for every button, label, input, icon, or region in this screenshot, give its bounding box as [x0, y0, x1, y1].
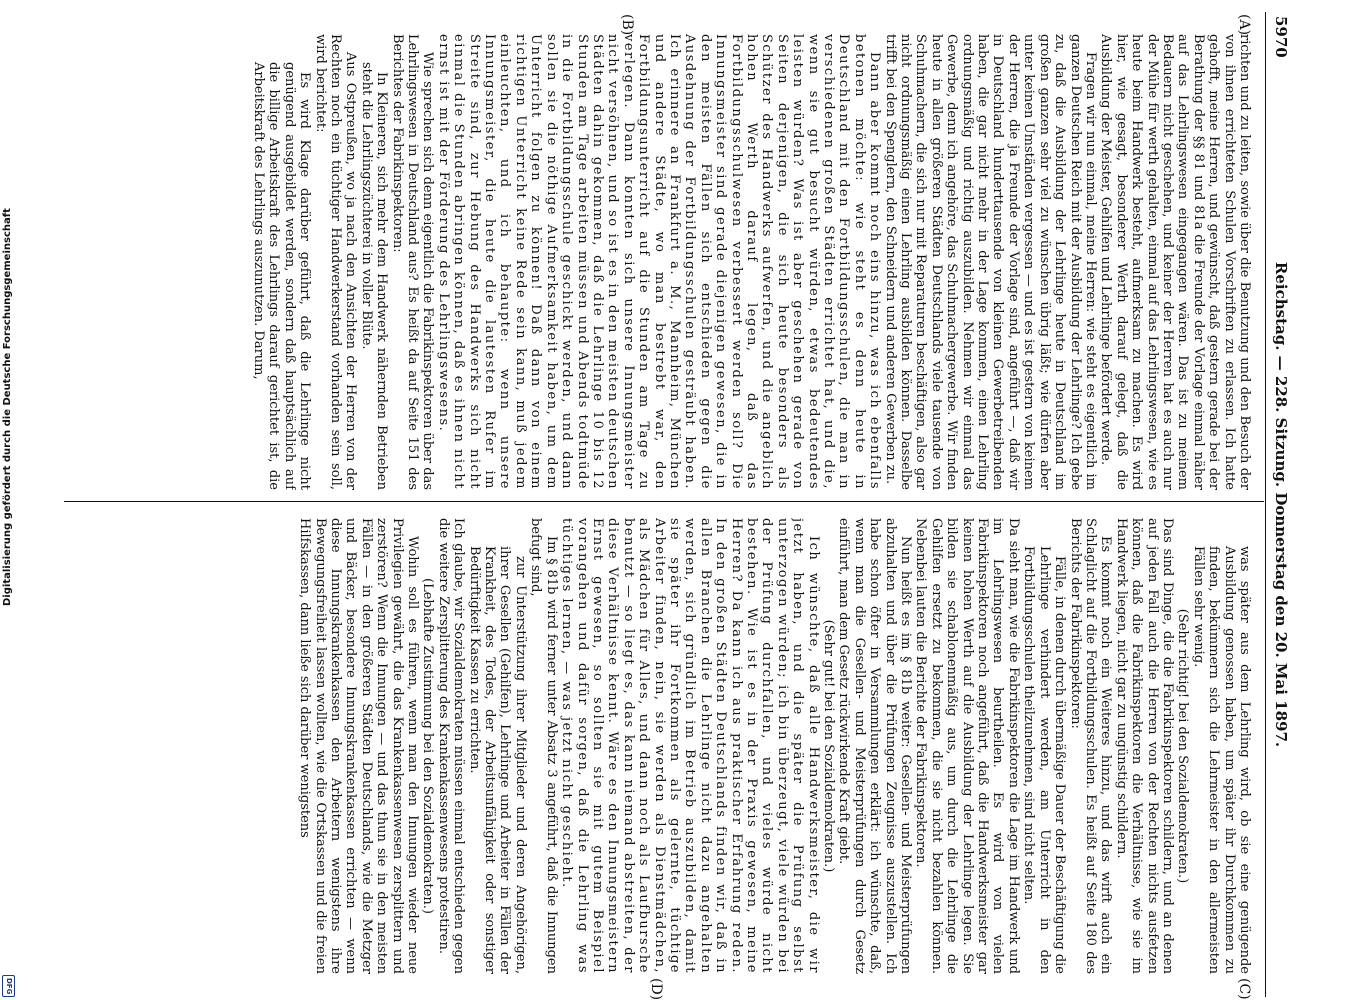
margin-marker-b: (B)	[619, 14, 635, 36]
margin-marker-c: (C)	[1236, 978, 1252, 1000]
right-column-paragraph: (Lebhafte Zustimmung bei den Sozialdemokraten.)	[420, 578, 436, 914]
right-column-paragraph: zur Unterstützung ihrer Mitglieder und deren Angehörigen, ihrer Gesellen (Gehilfen), Lehrlinge und Arbeiter in Fällen der Krankheit, des Todes, der Arbeitsunfähigkeit oder sonstiger Bedürftigkeit Kassen zu errichten.	[466, 546, 528, 974]
margin-marker-a: (A)	[1236, 14, 1252, 36]
header-rule	[1265, 12, 1266, 997]
page-title: Reichstag. — 228. Sitzung. Donnerstag den 20. Mai 1897.	[1272, 261, 1290, 748]
left-column-paragraph: Dann aber kommt noch eins hinzu, was ich ebenfalls betonen möchte: wie steht es denn heute in Deutschland mit den Fortbildungsschulen, die man in verschiedenen großen Städten errichtet hat, und die, wenn sie gut besucht würden, etwas bedeutendes leisten würden? Was ist aber geschehen gerade von Seiten derjenigen, die sich heute besonders als Schützer des Handwerks aufwerfen, und die angeblich hohen Werth darauf legen, daß das Fortbildungsschulwesen verbessert werden soll? Die Innungsmeister sind gerade diejenigen gewesen, die in den meisten Fällen sich entschieden gegen die Ausdehnung der Fortbildungsschulen gesträubt haben. Ich erinnere an Frankfurt a. M., Mannheim, München und andere Städte, wo man bestrebt war, den Fortbildungsunterricht auf die Stunden am Tage zu verlegen. Dann konnten sich unsere Innungsmeister nicht versöhnen, und so ist es in den meisten deutschen Städten dahin gekommen, daß die Lehrlinge 10 bis 12 Stunden am Tage arbeiten müssen und Abends todtmüde in die Fortbildungsschule geschickt werden, und dann sollen sie die nöthige Aufmerksamkeit haben, um dem Unterricht folgen zu können! Daß dann von einem richtigen Unterricht keine Rede sein kann, muß jedem einleuchten, und ich behaupte: wenn unsere Innungsmeister, die heute die lautesten Rufer im Streite sind, zur Hebung des Handwerks sich nicht einmal die Stunden abringen können, daß es ihnen nicht ernst ist mit der Förderung des Lehrlingswesens.	[435, 34, 883, 490]
right-column-paragraph: was später aus dem Lehrling wird, ob sie eine genügende Ausbildung genossen haben, um später ihr Durchkommen zu finden, bekümmern sich die Lehrmeister in den allermeisten Fällen sehr wenig.	[1190, 546, 1252, 974]
right-column-paragraph: (Sehr gut! bei den Sozialdemokraten.)	[821, 619, 837, 873]
right-column-paragraph: Im § 81b wird ferner unter Absatz 3 angeführt, daß die Innungen befugt sind,	[528, 518, 559, 974]
margin-marker-d: (D)	[648, 978, 664, 1000]
left-column-paragraph: In Kleineren, sich mehr dem Handwerk nähernden Betrieben steht die Lehrlingszüchterei in voller Blüte.	[358, 62, 390, 490]
left-column-paragraph: Aus Ostpreußen, wo ja nach den Ansichten der Herren von der Rechten noch ein tüchtiger Handwerkerstand vorhanden sein soll, wird berichtet:	[312, 34, 359, 490]
page-header	[1268, 16, 1290, 993]
right-column-paragraph: Ich glaube, wir Sozialdemokraten müssen einmal entschieden gegen die weitere Zersplitterung des Krankenkassenwesens protestiren.	[435, 518, 467, 974]
right-column-paragraph: Da sieht man, wie die Fabrikinspektoren die Lage im Handwerk und im Lehrlingswesen beurtheilen. Es wird von vielen Fabrikinspektoren noch angeführt, daß die Handwerksmeister gar keinen hohen Werth auf die Ausbildung der Lehrlinge legen. Sie bilden sie schablonenmäßig aus, um durch die Lehrlinge die Gehilfen ersetzt zu bekommen, die sie nicht bezahlen können. Nebenbei lauten die Berichte der Fabrikinspektoren.	[913, 518, 1021, 974]
right-column-paragraph: Es kommt noch ein Weiteres hinzu, und das wirft auch ein Schlaglicht auf die Fortbildungsschulen. Es heißt auf Seite 180 des Berichts der Fabrikinspektoren:	[1067, 518, 1114, 974]
left-column	[62, 34, 1252, 490]
dfg-logo: DFG	[2, 975, 15, 997]
right-column-paragraph: (Sehr richtig! bei den Sozialdemokraten.)	[1175, 608, 1191, 884]
left-column-paragraph: richten und zu leiten, sowie über die Benutzung und den Besuch der von ihnen errichteten Schulen Vorschriften zu erlassen. Ich hatte gehofft, meine Herren, und gewünscht, daß gestern gerade bei der Berathung der §§ 81 und 81a die Freunde der Vorlage einmal näher auf das Lehrlingswesen eingegangen wären. Das ist zu meinem Bedauern nicht geschehen, und keiner der Herren hat es auch nur der Mühe für werth gehalten, einmal auf das Lehrlingswesen, wie es heute beim Handwerk besteht, aufmerksam zu machen. Es wird hier, wie gesagt, besonderer Werth darauf gelegt, daß die Ausbildung der Meister, Gehilfen und Lehrlinge befördert werde.	[1098, 34, 1252, 490]
digitization-credit: Digitalisierung gefördert durch die Deutsche Forschungsgemeinschaft	[2, 208, 13, 606]
right-column	[62, 518, 1252, 974]
left-column-paragraph: Wie sprechen sich denn eigentlich die Fabrikinspektoren über das Lehrlingswesen in Deutschland aus? Es heißt da auf Seite 151 des Berichtes der Fabrikinspektoren:	[389, 34, 436, 490]
left-column-paragraph: Fragen wir nun einmal, meine Herren: wie steht es eigentlich im ganzen Deutschen Reich mit der Ausbildung der Lehrlinge? Ich gebe zu, daß die Ausbildung der Lehrlinge heute in Deutschland im großen ganzen sehr viel zu wünschen übrig läßt; wie dürfen aber unter keinen Umständen vergessen — und es ist gestern von keinem der Herren, die ja Freunde der Vorlage sind, angeführt —, daß wir in Deutschland hunderttausende von kleinen Gewerbetreibenden haben, die gar nicht mehr in der Lage kommen, einen Lehrling ordnungsmäßig und richtig auszubilden. Nehmen wir einmal das Gewerbe, denn ich angehöre, das Schuhmachergewerbe. Wir finden heute in allen größeren Städten Deutschlands viele tausende von Schuhmachern, die sich nur mit Reparaturen beschäftigen, also gar nicht ordnungsmäßig einen Lehrling ausbilden können. Dasselbe trifft bei den Spenglern, den Schneidern und anderen Gewerben zu.	[882, 34, 1098, 490]
right-column-paragraph: Nun heißt es im § 81b weiter: Gesellen- und Meisterprüfungen abzuhalten und über die Prüfungen Zeugnisse auszustellen. Ich habe schon öfter in Versammlungen erklärt: ich wünschte, daß, wenn man die Gesellen- und Meisterprüfungen durch Gesetz einführt, man dem Gesetz rückwirkende Kraft giebt.	[836, 518, 914, 974]
left-column-paragraph: Es wird Klage darüber geführt, daß die Lehrlinge nicht genügend ausgebildet werden, sondern daß hauptsächlich auf die billige Arbeitskraft des Lehrlings darauf gerichtet ist, die Arbeitskraft des Lehrlings auszunutzen. Darum,	[251, 62, 313, 490]
document-page	[60, 12, 1300, 1000]
right-column-paragraph: Das sind Dinge, die die Fabrikinspektoren schildern, und an denen auf jeden Fall auch die Herren von der Rechten nichts ausfetzen können, daß die Fabrikinspektoren die Verhältnisse, wie sie im Handwerk liegen, nicht gar zu ungünstig schildern.	[1113, 518, 1175, 974]
right-column-paragraph: Fälle, in denen durch übermäßige Dauer der Beschäftigung die Lehrlinge verhindert werden, am Unterricht in den Fortbildungsschulen theilzunehmen, sind nicht selten.	[1021, 546, 1068, 974]
page-number: 5970	[1272, 16, 1290, 58]
right-column-paragraph: Wohin soll es führen, wenn man den Innungen wieder neue Privilegien gewährt, die das Krankenkassenwesen zersplittern und zerstören? Wenn die Innungen — und das thun sie in den meisten Fällen — in den größeren Städten Deutschlands, wie die Metzger und Bäcker, besondere Innungskrankenkassen errichten — wenn diese Innungskrankenkassen den Arbeitern wenigstens ihre Bewegungsfreiheit lassen wollten, wie die Ortskassen und die freien Hilfskassen, dann ließe sich darüber wenigstens	[297, 518, 421, 974]
right-column-paragraph: Ich wünschte, daß alle Handwerksmeister, die wir jetzt haben, und die später die Prüfung selbst unterzogen würden; ich bin überzeugt, viele würden bei der Prüfung durchfallen, und vieles würde nicht bestehen. Wie ist es in der Praxis gewesen, meine Herren? Da kann ich aus praktischer Erfahrung reden. In den großen Städten Deutschlands finden wir, daß in allen Branchen die Lehrlinge nicht dazu angehalten werden, sich gründlich im Betrieb auszubilden, damit sie später ihr Fortkommen als gelernte, tüchtige Arbeiter finden, nein, sie werden als Dienstmädchen, als Mädchen für Alles, und dann noch als Laufbursche benutzt — so liegt es, das kann niemand abstreiten, der diese Verhältnisse kennt. Wäre es den Innungsmeistern Ernst gewesen, so sollten sie mit gutem Beispiel vorangehen und dafür sorgen, daß die Lehrling was tüchtiges lernen, — was jetzt nicht geschieht.	[559, 518, 821, 974]
column-divider	[64, 501, 1264, 502]
